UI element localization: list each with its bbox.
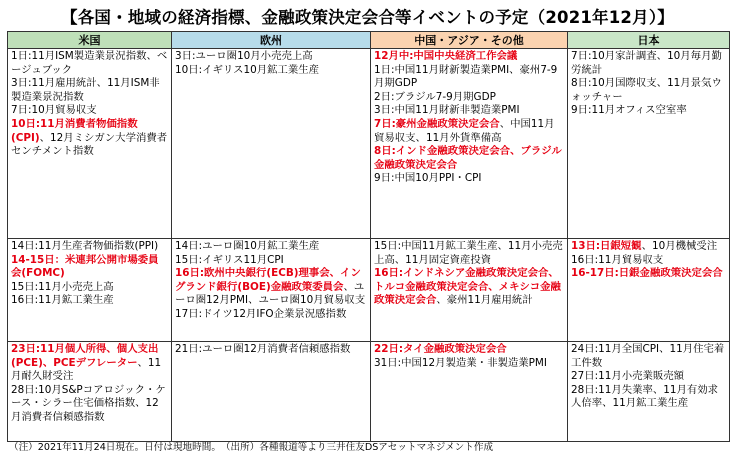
cell-china-asia-other — [371, 342, 568, 442]
event-line — [11, 118, 168, 159]
event-text: 15日:イギリス11月CPI — [175, 253, 284, 266]
event-text: 2日:ブラジル7-9月期GDP — [374, 90, 496, 103]
event-line — [374, 91, 564, 105]
event-line — [11, 77, 168, 104]
page-title: 【各国・地域の経済指標、金融政策決定会合等イベントの予定（2021年12月）】 — [61, 8, 674, 27]
event-text: 17日:ドイツ12月IFO企業景況感指数 — [175, 307, 347, 320]
calendar-row — [8, 49, 730, 239]
event-text: 7日:10月貿易収支 — [11, 104, 97, 117]
event-text: 21日:ユーロ圏12月消費者信頼感指数 — [175, 343, 351, 355]
event-text: 27日:11月小売業販売額 — [571, 370, 685, 383]
event-highlight: 16-17日:日銀金融政策決定会合 — [571, 267, 723, 280]
event-line — [374, 240, 564, 267]
event-line — [571, 240, 726, 254]
event-line — [175, 343, 367, 357]
event-highlight: 13日:日銀短観 — [571, 240, 642, 252]
event-highlight: 14-15日：米連邦公開市場委員会(FOMC) — [11, 253, 159, 280]
event-line — [374, 145, 564, 172]
event-line — [175, 308, 367, 322]
event-text: 16日:11月鉱工業生産 — [11, 294, 114, 307]
event-text: 24日:11月全国CPI、11月住宅着工件数 — [571, 343, 725, 369]
cell-europe — [172, 342, 371, 442]
event-text: 15日:11月小売売上高 — [11, 280, 114, 293]
event-line — [571, 254, 726, 268]
header-japan: 日本 — [568, 32, 730, 49]
cell-europe — [172, 239, 371, 342]
event-line — [571, 104, 726, 118]
event-text: 3日:ユーロ圏10月小売売上高 — [175, 50, 313, 62]
event-highlight: 8日:インド金融政策決定会合、ブラジル金融政策決定会合 — [374, 145, 562, 171]
event-highlight: 23日:11月個人所得、個人支出(PCE)、PCEデフレーター — [11, 343, 159, 369]
event-line — [374, 104, 564, 118]
event-text: 16日:11月貿易収支 — [571, 253, 664, 266]
event-highlight: 16日:インドネシア金融政策決定会合、トルコ金融政策決定会合、メキシコ金融政策決定会合 — [374, 267, 561, 307]
event-text: 、ユーロ圏12月PMI、ユーロ圏10月貿易収支 — [175, 280, 366, 307]
event-line — [11, 384, 168, 425]
event-text: 8日:10月国際収支、11月景気ウォッチャー — [571, 77, 722, 103]
event-text: 14日:ユーロ圏10月鉱工業生産 — [175, 240, 320, 252]
event-line — [571, 77, 726, 104]
event-line — [374, 64, 564, 91]
event-line — [11, 104, 168, 118]
event-text: 、12月ミシガン大学消費者センチメント指数 — [11, 131, 168, 158]
header-us: 米国 — [8, 32, 172, 49]
event-line — [374, 118, 564, 145]
event-highlight: 10日:11月消費者物価指数(CPI) — [11, 117, 138, 144]
event-line — [11, 50, 168, 77]
event-line — [571, 370, 726, 384]
event-text: 、中国11月貿易収支、11月外貨準備高 — [374, 117, 555, 144]
cell-japan — [568, 49, 730, 239]
event-calendar-table — [7, 31, 730, 442]
event-text: 、11月耐久財受注 — [11, 356, 162, 383]
event-line — [374, 267, 564, 308]
event-text: 10日:イギリス10月鉱工業生産 — [175, 63, 320, 76]
cell-europe — [172, 49, 371, 239]
event-line — [374, 172, 564, 186]
event-line — [175, 50, 367, 64]
event-line — [175, 240, 367, 254]
event-line — [571, 50, 726, 77]
event-text: 3日:中国11月財新非製造業PMI — [374, 104, 520, 117]
cell-japan — [568, 239, 730, 342]
cell-china-asia-other — [371, 49, 568, 239]
event-line — [175, 64, 367, 78]
cell-us — [8, 239, 172, 342]
event-text: 28日:11月失業率、11月有効求人倍率、11月鉱工業生産 — [571, 383, 719, 410]
event-line — [11, 254, 168, 281]
event-line — [11, 240, 168, 254]
event-line — [11, 281, 168, 295]
event-text: 3日:11月雇用統計、11月ISM非製造業景況指数 — [11, 77, 160, 103]
event-text: 、10月機械受注 — [641, 240, 718, 252]
event-highlight: 16日:欧州中央銀行(ECB)理事会、イングランド銀行(BOE)金融政策委員会 — [175, 267, 361, 293]
event-text: 9日:中国10月PPI・CPI — [374, 172, 482, 185]
cell-china-asia-other — [371, 239, 568, 342]
footnote: （注）2021年11月24日現在。日付は現地時間。 （出所）各種報道等より三井住友DSアセットマネジメント作成 — [9, 442, 494, 453]
cell-us — [8, 342, 172, 442]
event-line — [175, 254, 367, 268]
event-text: 1日:中国11月財新製造業PMI、豪州7-9月期GDP — [374, 63, 558, 90]
calendar-row — [8, 342, 730, 442]
header-europe: 欧州 — [172, 32, 371, 49]
header-row — [8, 32, 730, 49]
event-text: 14日:11月生産者物価指数(PPI) — [11, 240, 159, 252]
event-text: 9日:11月オフィス空室率 — [571, 104, 687, 117]
event-line — [374, 357, 564, 371]
event-highlight: 22日:タイ金融政策決定会合 — [374, 343, 507, 355]
event-text: 1日:11月ISM製造業景況指数、ベージュブック — [11, 50, 168, 76]
header-china-asia-other: 中国・アジア・その他 — [371, 32, 568, 49]
event-highlight: 7日:豪州金融政策決定会合 — [374, 117, 500, 130]
event-text: 28日:10月S&Pコアロジック・ケース・シラー住宅価格指数、12月消費者信頼感指数 — [11, 383, 166, 423]
event-text: 、豪州11月雇用統計 — [436, 294, 533, 307]
event-line — [374, 343, 564, 357]
event-line — [571, 343, 726, 370]
event-line — [571, 384, 726, 411]
event-highlight: 12月中:中国中央経済工作会議 — [374, 50, 518, 62]
event-line — [374, 50, 564, 64]
event-line — [175, 267, 367, 308]
event-line — [571, 267, 726, 281]
cell-japan — [568, 342, 730, 442]
cell-us — [8, 49, 172, 239]
event-text: 31日:中国12月製造業・非製造業PMI — [374, 356, 547, 369]
event-line — [11, 343, 168, 384]
event-line — [11, 294, 168, 308]
calendar-row — [8, 239, 730, 342]
event-text: 7日:10月家計調査、10月毎月勤労統計 — [571, 50, 722, 76]
event-text: 15日:中国11月鉱工業生産、11月小売売上高、11月固定資産投資 — [374, 240, 563, 266]
